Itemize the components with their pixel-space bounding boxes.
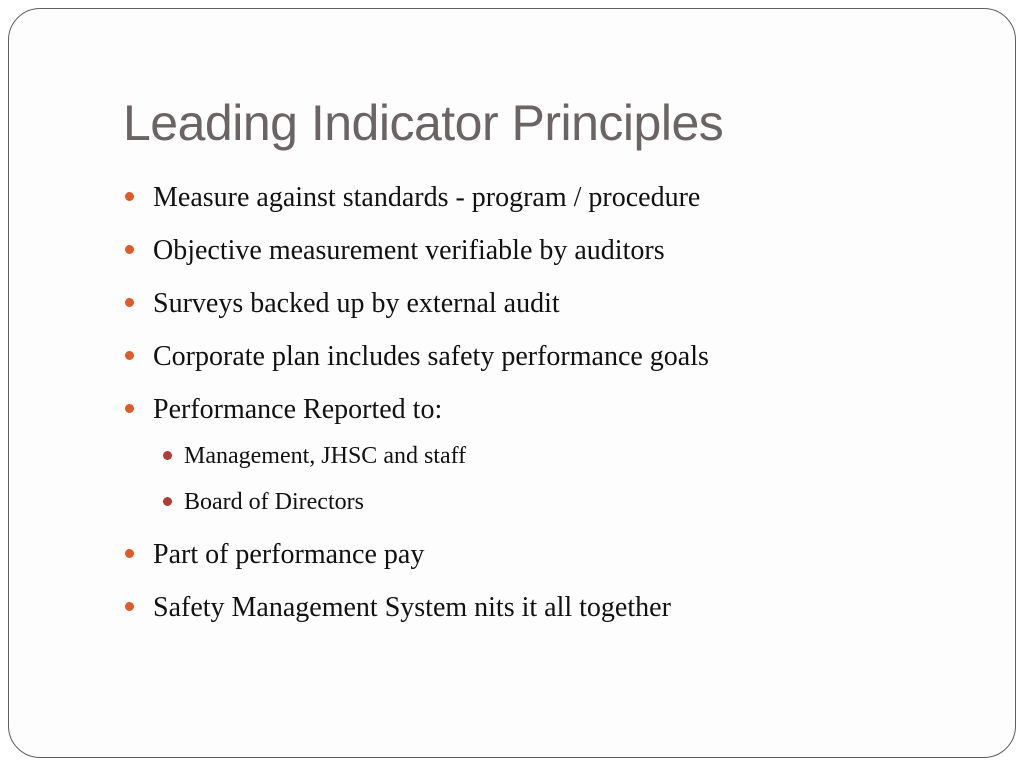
sub-bullet-text: Board of Directors — [184, 489, 364, 515]
bullet-text: Measure against standards - program / procedure — [153, 182, 701, 213]
bullet-text: Performance Reported to: — [153, 394, 443, 425]
bullet-item — [125, 230, 985, 271]
slide-title: Leading Indicator Principles — [123, 95, 724, 151]
bullet-item — [125, 389, 985, 430]
bullet-icon — [125, 351, 134, 360]
bullet-icon — [125, 404, 134, 413]
bullet-icon — [125, 602, 134, 611]
sub-bullet-text: Management, JHSC and staff — [184, 443, 467, 469]
bullet-text: Surveys backed up by external audit — [153, 288, 560, 319]
bullet-icon — [125, 549, 134, 558]
bullet-text: Corporate plan includes safety performance goals — [153, 341, 709, 372]
sub-bullet-icon — [163, 451, 172, 460]
slide-frame — [8, 8, 1016, 758]
bullet-item — [125, 336, 985, 377]
bullet-icon — [125, 245, 134, 254]
sub-bullet-item — [125, 438, 985, 474]
bullet-item — [125, 587, 985, 628]
bullet-text: Safety Management System nits it all together — [153, 592, 671, 623]
sub-bullet-icon — [163, 497, 172, 506]
bullet-item — [125, 283, 985, 324]
sub-bullet-item — [125, 484, 985, 520]
bullet-list — [125, 177, 985, 640]
bullet-icon — [125, 298, 134, 307]
bullet-text: Objective measurement verifiable by auditors — [153, 235, 665, 266]
bullet-icon — [125, 192, 134, 201]
bullet-item — [125, 534, 985, 575]
bullet-text: Part of performance pay — [153, 539, 425, 570]
bullet-item — [125, 177, 985, 218]
